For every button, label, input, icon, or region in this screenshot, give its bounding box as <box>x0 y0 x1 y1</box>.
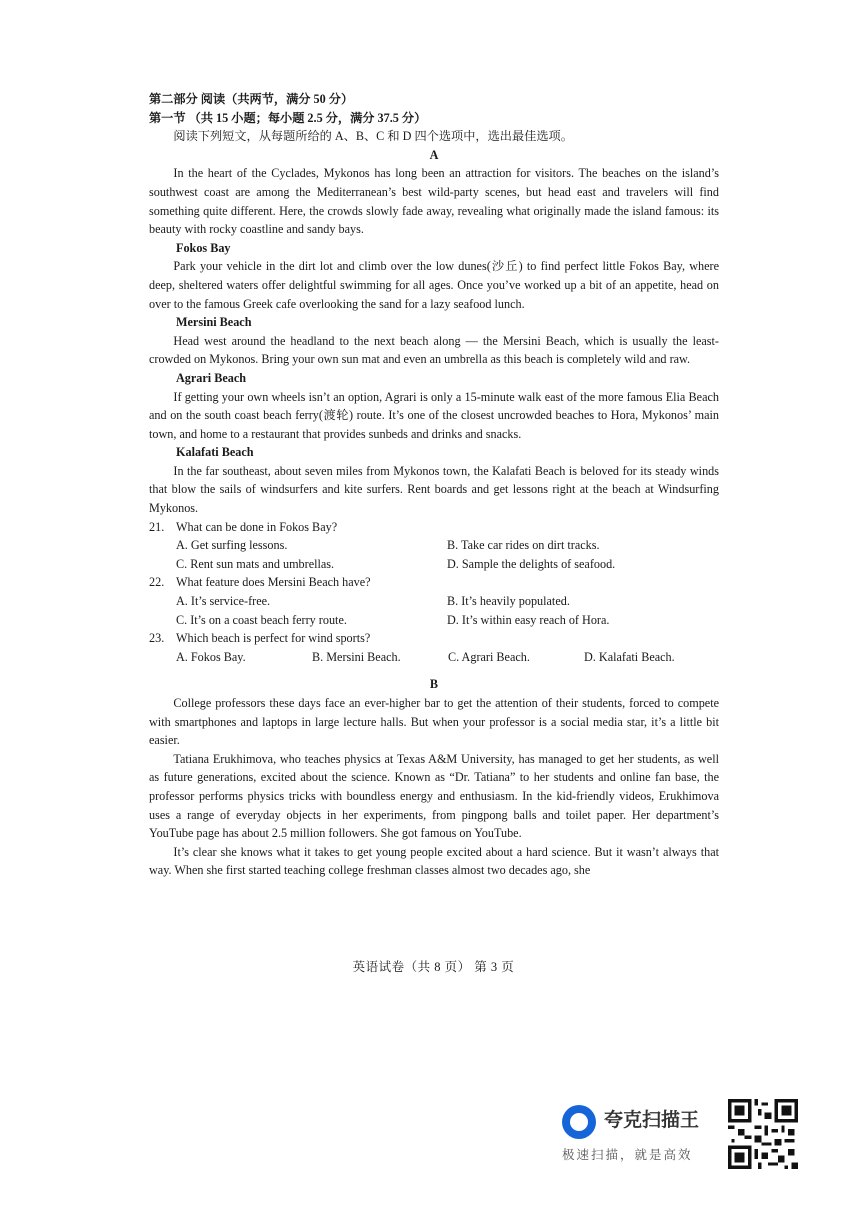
option: D. Kalafati Beach. <box>584 649 675 664</box>
section-subtitle: 第一节 （共 15 小题；每小题 2.5 分，满分 37.5 分） <box>149 110 427 125</box>
option: B. Mersini Beach. <box>312 649 401 664</box>
question-number: 22. <box>149 575 165 590</box>
section-title: 第二部分 阅读（共两节，满分 50 分） <box>149 92 354 106</box>
qr-code-icon <box>728 1099 798 1169</box>
watermark-title: 夸克扫描王 <box>604 1109 700 1131</box>
option: A. Fokos Bay. <box>176 649 246 664</box>
option: A. It’s service-free. <box>176 594 271 609</box>
passage-a-intro: In the heart of the Cyclades, Mykonos has long been an attraction for visitors. The beaches on the island’s southwest coast are among the Mediterranean’s best wild-party scenes, but head east and travelers will find something quite different. Here, the crowds slowly fade away, revealing what originally made the island famous: its beauty with rocky coastline and sandy bays. <box>149 166 719 237</box>
question-21-options <box>149 536 719 573</box>
passage-b-paragraph: Tatiana Erukhimova, who teaches physics at Texas A&M University, has managed to get her students, as well as future generations, excited about the science. Known as “Dr. Tatiana” to her students and online fan base, the professor performs physics tricks with boundless energy and enthusiasm. In the kid-friendly videos, Erukhimova uses a range of everyday objects in her experiments, from pingpong balls and toilet paper. Her department’s YouTube page has about 2.5 million followers. She got famous on YouTube. <box>149 751 719 841</box>
passage-b-label: B <box>429 677 439 692</box>
scanner-watermark <box>562 1103 802 1165</box>
question-23-options <box>149 648 719 667</box>
beach-heading: Kalafati Beach <box>176 445 254 460</box>
exam-page <box>149 90 719 880</box>
option: B. Take car rides on dirt tracks. <box>447 538 600 553</box>
page-footer: 英语试卷（共 8 页） 第 3 页 <box>352 960 515 974</box>
question-stem: What feature does Mersini Beach have? <box>176 575 371 590</box>
option: B. It’s heavily populated. <box>447 594 570 609</box>
option: D. It’s within easy reach of Hora. <box>447 612 610 627</box>
beach-text: In the far southeast, about seven miles from Mykonos town, the Kalafati Beach is beloved for its steady winds that blow the sails of windsurfers and kite surfers. Rent boards and get lessons right at the beach at Windsurfing Mykonos. <box>149 463 719 516</box>
instruction: 阅读下列短文，从每题所给的 A、B、C 和 D 四个选项中，选出最佳选项。 <box>173 129 573 144</box>
beach-heading: Mersini Beach <box>176 315 252 330</box>
question-stem: Which beach is perfect for wind sports? <box>176 631 371 646</box>
option: A. Get surfing lessons. <box>176 538 288 553</box>
passage-b-paragraph: College professors these days face an ever-higher bar to get the attention of their students, forced to compete with smartphones and laptops in large lecture halls. But when your professor is a social media star, it’s a little bit easier. <box>149 696 719 748</box>
quark-logo-icon <box>562 1105 596 1139</box>
question-number: 21. <box>149 519 165 534</box>
option: C. Agrari Beach. <box>448 649 530 664</box>
passage-a-label: A <box>429 147 439 162</box>
question-number: 23. <box>149 631 165 646</box>
question-23 <box>149 629 719 648</box>
beach-text: If getting your own wheels isn’t an option, Agrari is only a 15-minute walk east of the more famous Elia Beach and on the south coast beach ferry(渡轮) route. It’s one of the closest uncrowded beaches to Hora, Mykonos’ main town, and home to a restaurant that provides sunbeds and drinks and snacks. <box>149 389 719 441</box>
beach-text: Head west around the headland to the next beach along — the Mersini Beach, which is usually the least-crowded on Mykonos. Bring your own sun mat and even an umbrella as this beach is completely wild and raw. <box>149 333 719 367</box>
beach-text: Park your vehicle in the dirt lot and climb over the low dunes(沙丘) to find perfect little Fokos Bay, where deep, sheltered waters offer delightful swimming for all ages. Once you’ve worked up a bit of an appetite, head on over to the famous Greek cafe overlooking the sand for a lazy seafood lunch. <box>149 259 719 311</box>
question-22-options <box>149 592 719 629</box>
beach-heading: Agrari Beach <box>176 370 247 385</box>
option: C. Rent sun mats and umbrellas. <box>176 556 335 571</box>
option: C. It’s on a coast beach ferry route. <box>176 612 347 627</box>
watermark-subtitle: 极速扫描，就是高效 <box>562 1147 693 1162</box>
question-21 <box>149 518 719 537</box>
question-stem: What can be done in Fokos Bay? <box>176 519 338 534</box>
beach-heading: Fokos Bay <box>176 240 231 255</box>
passage-b-paragraph: It’s clear she knows what it takes to get young people excited about a hard science. But it wasn’t always that way. When she first started teaching college freshman classes almost two decades ago, she <box>149 844 719 878</box>
question-22 <box>149 573 719 592</box>
option: D. Sample the delights of seafood. <box>447 556 616 571</box>
